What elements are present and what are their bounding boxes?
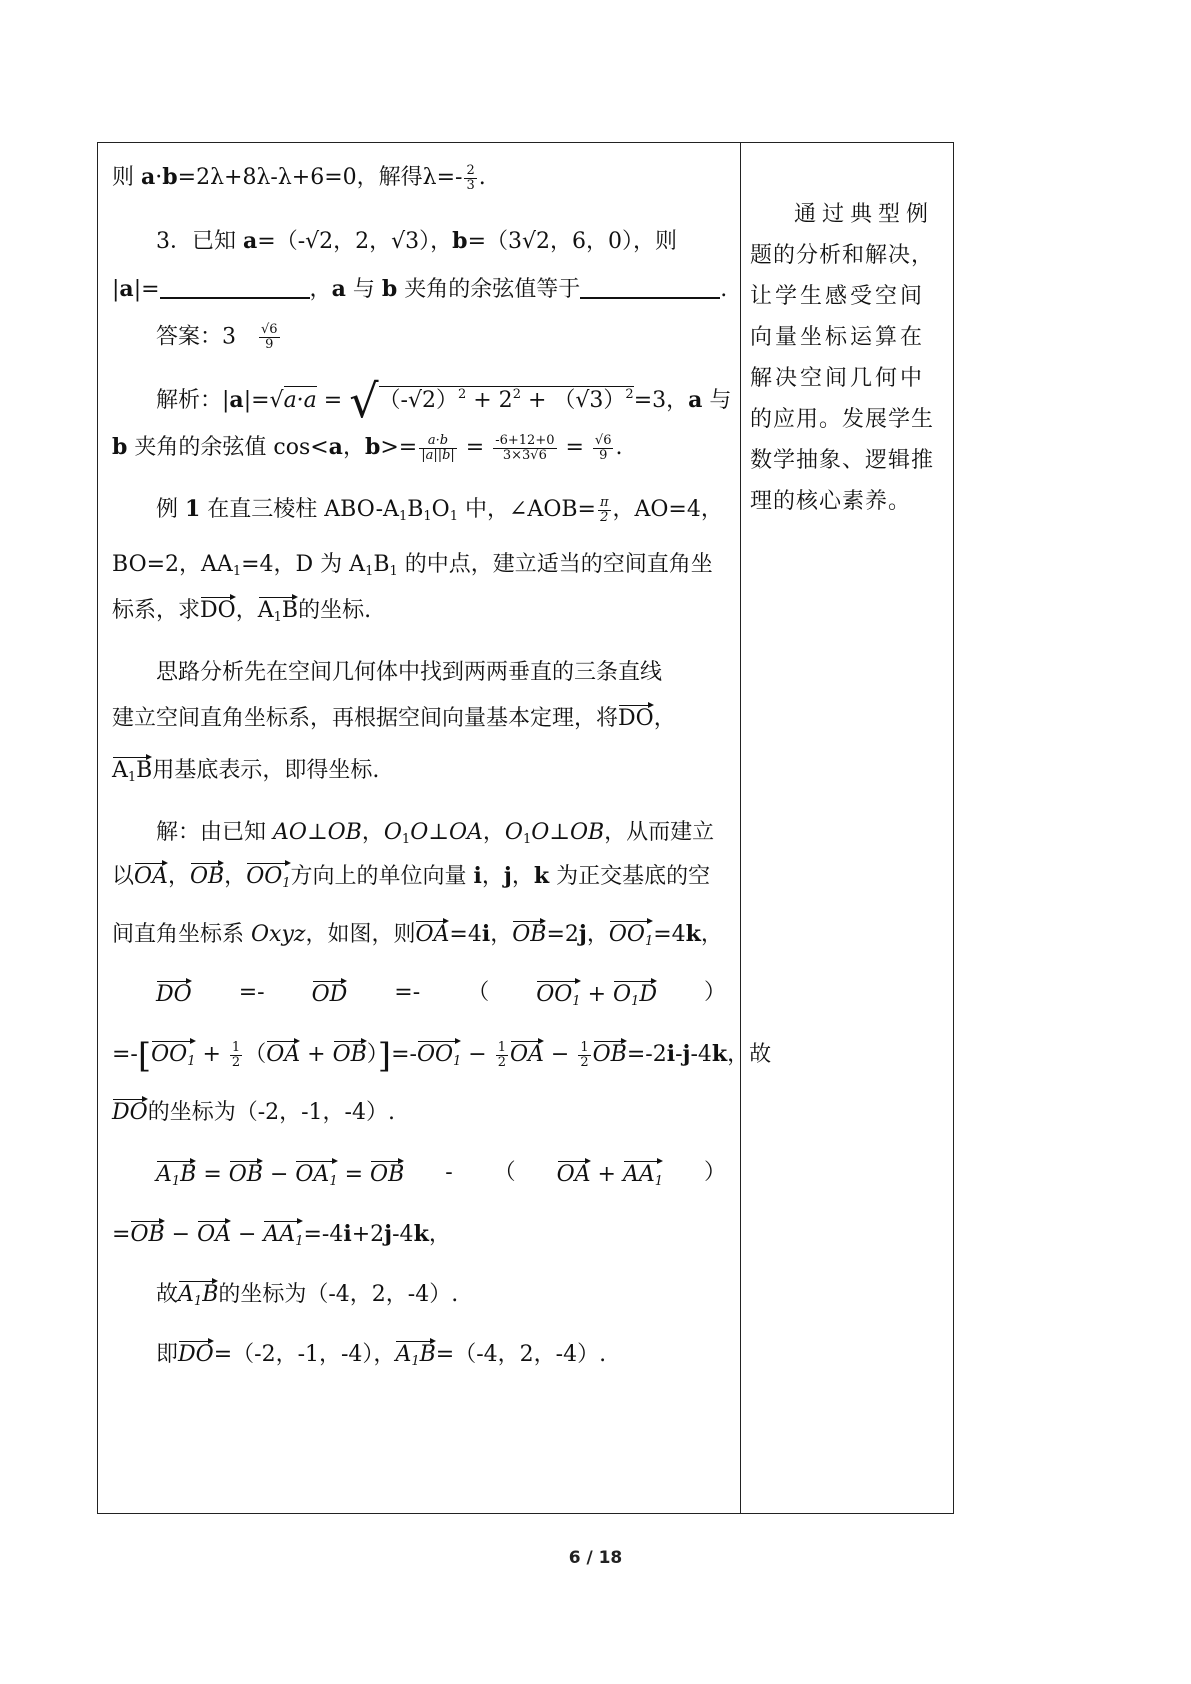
note-line: 的应用。发展学生 — [750, 407, 935, 432]
analysis-line-magnitude: 解析：$|a|=√a\cdot a = √(-√2)^2 + 2^2 + (√3)^2=3$，a 与 — [156, 374, 732, 428]
solution-line-3: 间直角坐标系 Oxyz，如图，则OA=4i，OB=2j，$OO_1=4k$， — [112, 919, 723, 953]
design-intent-note — [750, 201, 944, 516]
solution-line-5: $=-[OO_1$ + $\frac{1}{2}$ $(OA + OB)]=-OO_1$ − $\frac{1}{2}$ OA − $\frac{1}{2}$ OB=-2i-j-4k，故 — [112, 1036, 772, 1076]
answer-line: 答案：3 $\frac{√6}{9}$ — [156, 322, 278, 352]
note-line: 通过典型例 — [794, 202, 935, 227]
solution-line-8: =OB − OA − $AA_1=-4i+2j-4k$， — [112, 1219, 451, 1253]
solution-line-2: 以OA，OB，$OO_1$方向上的单位向量 i，j，k 为正交基底的空 — [112, 861, 710, 895]
solution-line-4: DO =- OD =- （ $OO_1 + O_1D$ ） — [156, 979, 726, 1013]
note-line: 解决空间几何中 — [750, 366, 926, 391]
problem-3-blanks: |a|= ，a 与 b 夹角的余弦值等于 . — [112, 276, 728, 302]
analysis-line-cosine: b 夹角的余弦值 cos<a，b>= $\frac{a\cdot b}{|a||b|}$ = $\frac{-6+12+0}{3\times 3√6}$ = $\frac{√6}{9}$ . — [112, 432, 623, 463]
example-1-line-2: BO=2，$AA_1=4$，D 为 $A_1B_1$ 的中点，建立适当的空间直角坐 — [112, 552, 713, 579]
page-number: 6 / 18 — [568, 1548, 623, 1568]
approach-line-1: 思路分析先在空间几何体中找到两两垂直的三条直线 — [156, 660, 663, 685]
solution-line-1: 解：由已知 AO⊥OB，$O_1O\perp OA$，$O_1O\perp OB$，从而建立 — [156, 820, 715, 847]
solution-line-6: DO的坐标为（-2，-1，-4）. — [112, 1097, 395, 1127]
note-line: 理的核心素养。 — [750, 489, 912, 514]
note-line: 数学抽象、逻辑推 — [750, 448, 935, 473]
solution-line-9: 故$A_1B$的坐标为（-4，2，-4）. — [156, 1279, 458, 1313]
problem-3-statement: 3．已知 a=（-√2，2，√3），b=（3√2，6，0），则 — [156, 228, 678, 254]
note-line: 题的分析和解决， — [750, 243, 935, 268]
answer-blank-2 — [580, 277, 720, 299]
example-1-line-3: 标系，求DO，$A_1B$的坐标. — [112, 595, 371, 629]
content-table — [97, 142, 954, 1514]
approach-line-2: 建立空间直角坐标系，再根据空间向量基本定理，将DO， — [112, 703, 676, 733]
approach-line-3: $A_1B$用基底表示，即得坐标. — [112, 755, 379, 789]
column-divider — [740, 143, 741, 1513]
solution-line-7: $A_1B$ = OB − $OA_1$ = OB - （ OA + $AA_1$ ） — [156, 1159, 726, 1193]
example-1-statement: 例 1 在直三棱柱 ABO-$A_1B_1O_1$ 中，∠AOB= $\frac{\pi}{2}$ ，AO=4， — [156, 494, 723, 525]
note-line: 让学生感受空间 — [750, 284, 926, 309]
answer-blank-1 — [160, 277, 310, 299]
solution-line-lambda: 则 a·b=2λ+8λ-λ+6=0，解得λ=- $\frac{2}{3}$ . — [112, 162, 486, 193]
solution-line-10: 即DO=（-2，-1，-4），$A_1B=(-4$，2，-4）. — [156, 1339, 606, 1373]
note-line: 向量坐标运算在 — [750, 325, 926, 350]
